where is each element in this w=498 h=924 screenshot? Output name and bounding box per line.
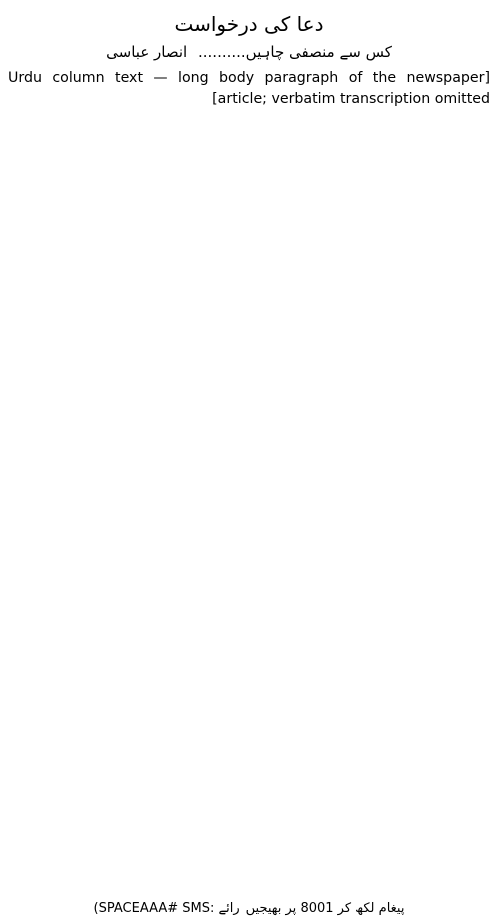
sms-instruction: پیغام لکھ کر 8001 پر بھیجیں xyxy=(245,901,405,916)
article-body xyxy=(8,68,490,109)
body-paragraph: [Urdu column text — long body paragraph of the newspaper article; verbatim transcription omitted] xyxy=(8,70,490,107)
byline xyxy=(8,42,490,62)
article-subtitle: کس سے منصفی چاہیں.......... xyxy=(198,43,392,61)
sms-footer xyxy=(8,901,490,916)
sms-code: (SPACEAAA# SMS: رائے xyxy=(93,901,240,916)
article-title: دعا کی درخواست xyxy=(174,12,324,36)
author-name: انصار عباسی xyxy=(106,43,188,61)
